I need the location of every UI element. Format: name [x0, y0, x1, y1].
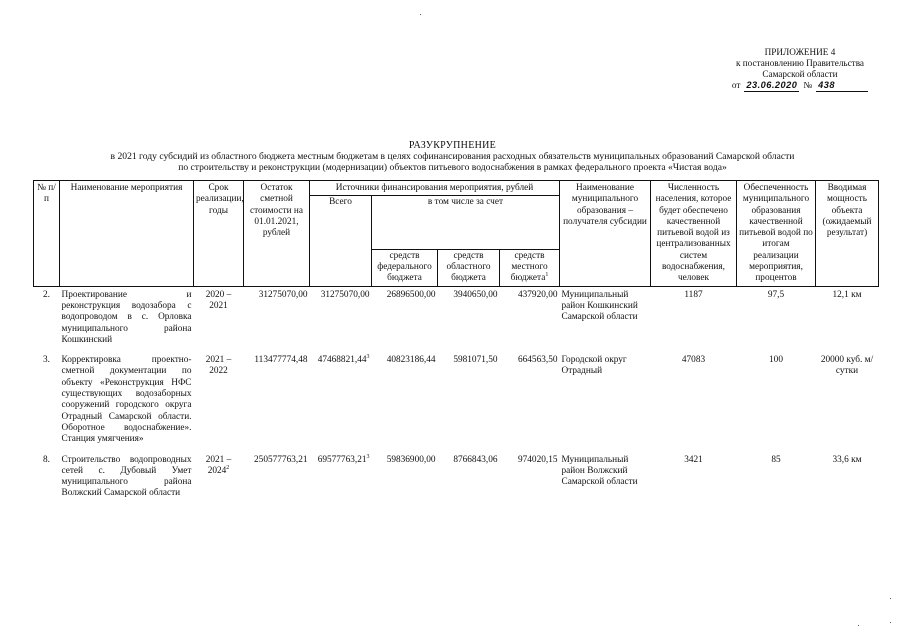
- cell-provision: 100: [769, 355, 783, 366]
- from-label: от: [731, 80, 741, 90]
- subsidy-table: [33, 180, 879, 506]
- handwritten-date: 23.06.2020: [746, 80, 798, 90]
- appendix-date-line: [700, 80, 900, 92]
- title-line-2: по строительству и реконструкции (модернизации) объектов питьевого водоснабжения в рамках федерального проекта «Чистая вода»: [178, 162, 727, 173]
- cell-population: 3421: [684, 454, 703, 465]
- cell-capacity: 20000 куб. м/сутки: [820, 355, 874, 377]
- cell-num: 2.: [34, 286, 60, 352]
- cell-term: 2020 – 2021: [194, 286, 244, 352]
- cell-term: 2021 – 2022: [205, 355, 232, 377]
- cell-num: 8.: [43, 454, 50, 465]
- header-sources: Источники финансирования мероприятия, рублей: [310, 181, 560, 196]
- scan-dot: [858, 625, 859, 626]
- footnote-mark: 2: [226, 464, 230, 471]
- cell-total: 47468821,44$^3$: [317, 354, 370, 366]
- cell-regional: 8766843,06: [453, 454, 498, 465]
- cell-regional: 3940650,00: [438, 286, 500, 352]
- header-recipient: Наименование муниципального образования – получателя субсидии: [560, 181, 651, 287]
- cell-name: Строительство водопроводных сетей с. Дубовый Умет муниципального района Волжский Самарской области: [61, 454, 192, 499]
- header-local: средств местного бюджета$^1$: [500, 249, 560, 286]
- table-row: [34, 286, 879, 352]
- cell-term: 2021 – 2024$^2$: [205, 454, 232, 476]
- cell-remainder: 113477774,48: [254, 355, 308, 366]
- cell-recipient: Муниципальный район Кошкинский Самарской области: [560, 286, 651, 352]
- appendix-resolution: к постановлению Правительства: [736, 58, 864, 68]
- cell-local: 437920,00: [500, 286, 560, 352]
- header-remainder: Остаток сметной стоимости на 01.01.2021, рублей: [244, 181, 310, 287]
- cell-name: Корректировка проектно-сметной документации по объекту «Реконструкция НФС существующих водозаборных сооружений городского округа Отрадный Самарской области. Оборотное водоснабжение». Станция умягчения»: [61, 355, 192, 445]
- appendix-title: ПРИЛОЖЕНИЕ 4: [764, 47, 836, 57]
- appendix-block: [700, 47, 900, 92]
- header-capacity: Вводимая мощность объекта (ожидаемый результат): [816, 181, 879, 287]
- table-row: [34, 452, 879, 506]
- cell-local: 974020,15: [517, 454, 558, 465]
- header-including: в том числе за счет: [372, 196, 560, 249]
- cell-recipient: Муниципальный район Волжский Самарской области: [561, 454, 638, 488]
- appendix-region: Самарской области: [762, 69, 838, 79]
- title-heading: РАЗУКРУПНЕНИЕ: [408, 140, 497, 151]
- cell-federal: 40823186,44: [386, 355, 436, 366]
- document-title: [0, 140, 905, 173]
- cell-regional: 5981071,50: [453, 355, 498, 366]
- cell-provision: 85: [771, 454, 781, 465]
- cell-local: 664563,50: [517, 355, 558, 366]
- cell-remainder: 250577763,21: [254, 454, 308, 465]
- cell-capacity: 33,6 км: [832, 454, 862, 465]
- title-line-1: в 2021 году субсидий из областного бюджета местным бюджетам в целях софинансирования расходных обязательств муниципальных образований Самарской области: [110, 151, 795, 162]
- cell-name: Проектирование и реконструкция водозабора с водопроводом в с. Орловка муниципального района Кошкинский: [60, 286, 194, 352]
- number-label: №: [803, 80, 813, 90]
- handwritten-number: 438: [816, 80, 868, 92]
- header-provision: Обеспеченность муниципального образования качественной питьевой водой по итогам реализации мероприятия, процентов: [737, 181, 816, 287]
- cell-population: 1187: [651, 286, 737, 352]
- table-row: [34, 352, 879, 451]
- cell-provision: 97,5: [737, 286, 816, 352]
- cell-federal: 26896500,00: [372, 286, 438, 352]
- cell-total: 69577763,21$^3$: [317, 453, 370, 465]
- scan-dot: [890, 622, 891, 623]
- header-local-footnote: 1: [545, 272, 549, 279]
- cell-remainder: 31275070,00: [244, 286, 310, 352]
- header-term: Срок реализации, годы: [194, 181, 244, 287]
- cell-capacity: 12,1 км: [816, 286, 879, 352]
- header-total: Всего: [310, 196, 372, 286]
- cell-total: 31275070,00: [310, 286, 372, 352]
- footnote-mark: 3: [366, 354, 370, 361]
- cell-population: 47083: [681, 355, 706, 366]
- scan-dot: [890, 598, 891, 599]
- header-num: № п/п: [34, 181, 60, 287]
- cell-num: 3.: [43, 355, 50, 366]
- header-population: Численность населения, которое будет обеспечено качественной питьевой водой из централизованных систем водоснабжения, человек: [651, 181, 737, 287]
- header-regional: средств областного бюджета: [438, 249, 500, 286]
- cell-federal: 59836900,00: [386, 454, 436, 465]
- cell-recipient: Городской округ Отрадный: [561, 355, 627, 377]
- footnote-mark: 3: [366, 453, 370, 460]
- header-name: Наименование мероприятия: [60, 181, 194, 287]
- scan-dot: [420, 14, 421, 15]
- header-federal: средств федерального бюджета: [372, 249, 438, 286]
